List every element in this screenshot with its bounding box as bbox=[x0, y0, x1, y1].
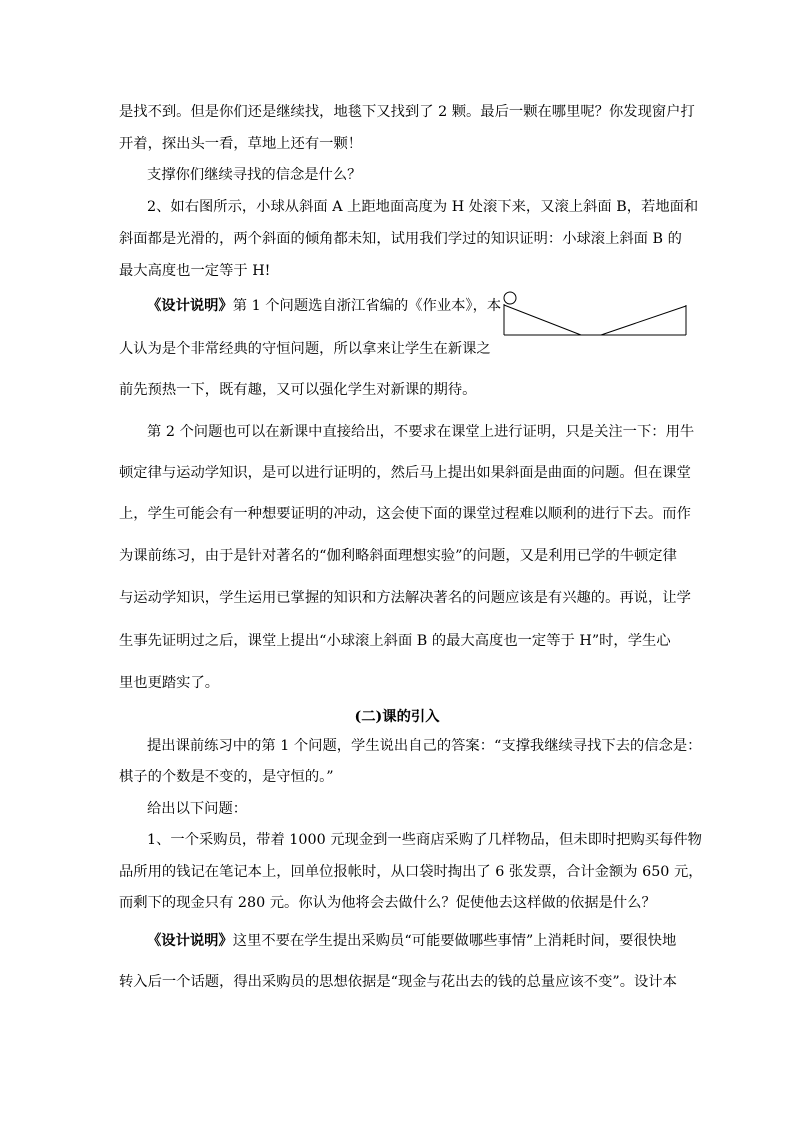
text-line: 前先预热一下，既有趣，又可以强化学生对新课的期待。 bbox=[119, 382, 477, 398]
text-line: 提出课前练习中的第 1 个问题，学生说出自己的答案：“支撑我继续寻找下去的信念是： bbox=[147, 738, 702, 754]
text-line: 支撑你们继续寻找的信念是什么？ bbox=[147, 167, 362, 183]
inclined-planes-diagram bbox=[501, 290, 691, 338]
text-line: 开着，探出头一看，草地上还有一颗！ bbox=[119, 136, 363, 152]
text-line: 人认为是个非常经典的守恒问题，所以拿来让学生在新课之 bbox=[119, 341, 491, 357]
text-line: 品所用的钱记在笔记本上，回单位报帐时，从口袋时掏出了 6 张发票，合计金额为 650 元， bbox=[119, 864, 703, 880]
text-line: 里也更踏实了。 bbox=[119, 675, 220, 691]
design-note-text: 这里不要在学生提出采购员“可能要做哪些事情”上消耗时间，要很快地 bbox=[232, 933, 677, 949]
text-line: 1、一个采购员，带着 1000 元现金到一些商店采购了几样物品，但未即时把购买每件物 bbox=[147, 832, 702, 848]
text-line: 与运动学知识，学生运用已掌握的知识和方法解决著名的问题应该是有兴趣的。再说，让学 bbox=[119, 590, 691, 606]
text-line: 最大高度也一定等于 H! bbox=[119, 263, 271, 279]
design-note-line bbox=[147, 297, 501, 315]
design-note-label: 《设计说明》 bbox=[147, 933, 233, 949]
text-line: 转入后一个话题，得出采购员的思想依据是“现金与花出去的钱的总量应该不变”。设计本 bbox=[119, 974, 677, 990]
design-note-text: 第 1 个问题选自浙江省编的《作业本》，本 bbox=[232, 298, 502, 314]
text-line: 第 2 个问题也可以在新课中直接给出，不要求在课堂上进行证明，只是关注一下：用牛 bbox=[147, 424, 695, 440]
text-line: 生事先证明过之后，课堂上提出“小球滚上斜面 B 的最大高度也一定等于 H”时，学生心 bbox=[119, 633, 671, 649]
text-line: 顿定律与运动学知识，是可以进行证明的，然后马上提出如果斜面是曲面的问题。但在课堂 bbox=[119, 465, 691, 481]
design-note-label: 《设计说明》 bbox=[147, 298, 233, 314]
text-line: 上，学生可能会有一种想要证明的冲动，这会使下面的课堂过程难以顺利的进行下去。而作 bbox=[119, 506, 691, 522]
slope-a bbox=[504, 305, 581, 335]
section-heading: (二)课的引入 bbox=[354, 709, 440, 725]
text-line: 给出以下问题： bbox=[147, 801, 248, 817]
design-note-line bbox=[147, 932, 676, 950]
slope-b bbox=[601, 306, 686, 335]
text-line: 斜面都是光滑的，两个斜面的倾角都未知，试用我们学过的知识证明：小球滚上斜面 B 的 bbox=[119, 231, 682, 247]
text-line: 而剩下的现金只有 280 元。你认为他将会去做什么？促使他去这样做的依据是什么？ bbox=[119, 895, 656, 911]
text-line: 为课前练习，由于是针对著名的“伽利略斜面理想实验”的问题，又是利用已学的牛顿定律 bbox=[119, 548, 677, 564]
text-line: 棋子的个数是不变的，是守恒的。” bbox=[119, 769, 334, 785]
text-line: 是找不到。但是你们还是继续找，地毯下又找到了 2 颗。最后一颗在哪里呢？你发现窗户打 bbox=[119, 104, 695, 120]
ball-icon bbox=[504, 292, 516, 304]
text-line: 2、如右图所示，小球从斜面 A 上距地面高度为 H 处滚下来，又滚上斜面 B，若地面和 bbox=[147, 199, 699, 215]
